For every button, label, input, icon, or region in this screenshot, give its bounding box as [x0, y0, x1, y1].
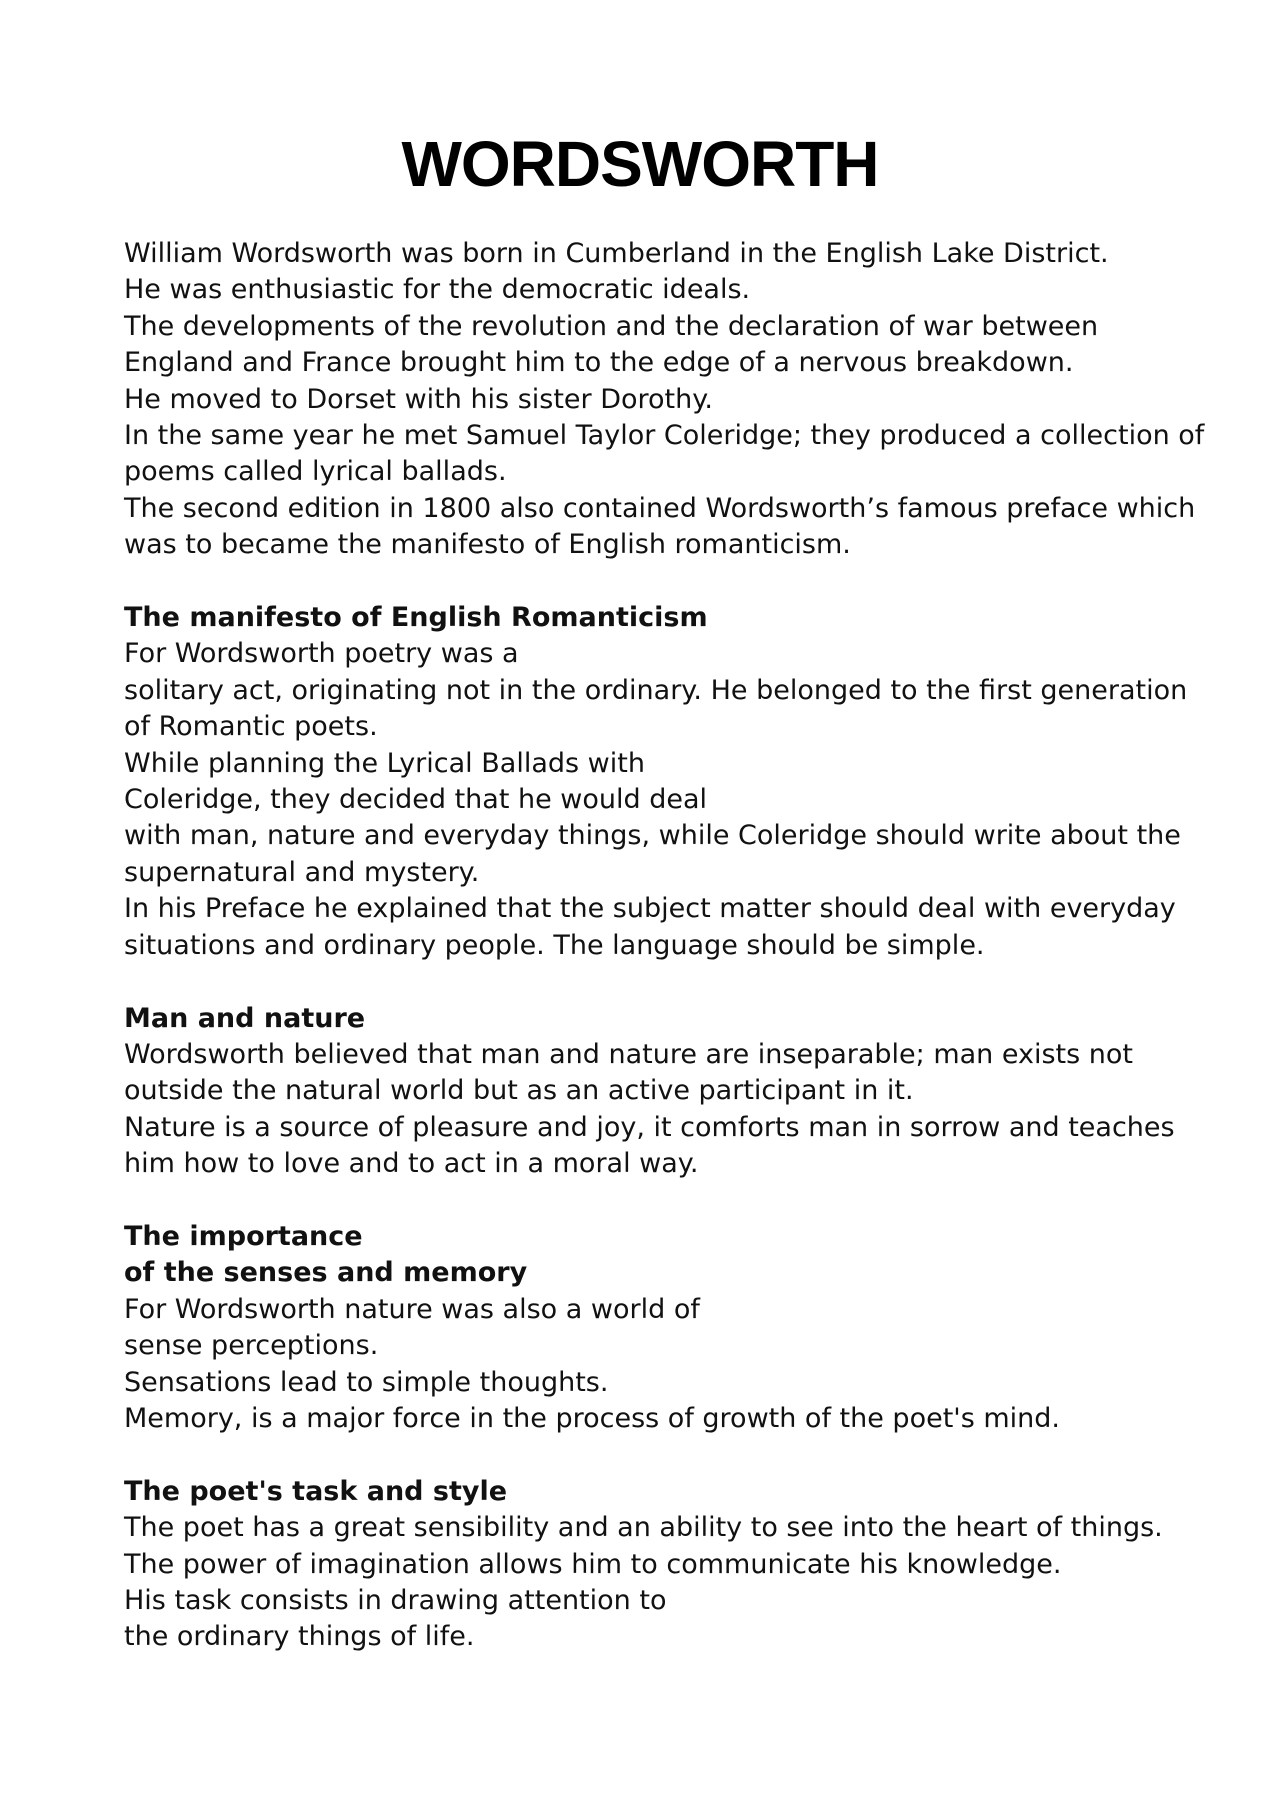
text-line: Memory, is a major force in the process of growth of the poet's mind.	[124, 1402, 1060, 1434]
text-line: For Wordsworth poetry was a	[124, 638, 519, 670]
text-line: of Romantic poets.	[124, 711, 378, 743]
section-heading: The importance	[124, 1220, 363, 1252]
text-line: the ordinary things of life.	[124, 1621, 475, 1653]
section-man-and-nature	[124, 1001, 1204, 1183]
text-line: England and France brought him to the edge of a nervous breakdown.	[124, 347, 1074, 379]
text-line: The power of imagination allows him to communicate his knowledge.	[124, 1548, 1062, 1580]
text-line: Sensations lead to simple thoughts.	[124, 1366, 609, 1398]
text-line: him how to love and to act in a moral way.	[124, 1148, 699, 1180]
section-heading: Man and nature	[124, 1002, 366, 1034]
text-line: outside the natural world but as an active participant in it.	[124, 1075, 914, 1107]
section-heading: The poet's task and style	[124, 1475, 508, 1507]
section-manifesto	[124, 600, 1204, 964]
text-line: His task consists in drawing attention to	[124, 1584, 667, 1616]
text-line: In the same year he met Samuel Taylor Coleridge; they produced a collection of	[124, 420, 1205, 452]
text-line: was to became the manifesto of English romanticism.	[124, 529, 851, 561]
text-line: The developments of the revolution and the declaration of war between	[124, 310, 1099, 342]
section-senses-and-memory	[124, 1219, 1204, 1437]
text-line: While planning the Lyrical Ballads with	[124, 747, 645, 779]
text-line: Coleridge, they decided that he would deal	[124, 784, 708, 816]
text-line: poems called lyrical ballads.	[124, 456, 507, 488]
text-line: with man, nature and everyday things, while Coleridge should write about the	[124, 820, 1181, 852]
text-line: He moved to Dorset with his sister Dorothy.	[124, 383, 713, 415]
text-line: sense perceptions.	[124, 1330, 379, 1362]
text-line: In his Preface he explained that the subject matter should deal with everyday	[124, 893, 1176, 925]
page-title: WORDSWORTH	[401, 128, 879, 200]
text-line: For Wordsworth nature was also a world of	[124, 1293, 700, 1325]
intro-paragraph	[124, 236, 1204, 564]
text-line: supernatural and mystery.	[124, 856, 480, 888]
text-line: Nature is a source of pleasure and joy, it comforts man in sorrow and teaches	[124, 1111, 1175, 1143]
section-poets-task-and-style	[124, 1474, 1204, 1656]
section-heading: of the senses and memory	[124, 1257, 528, 1289]
text-line: The poet has a great sensibility and an ability to see into the heart of things.	[124, 1512, 1163, 1544]
text-line: Wordsworth believed that man and nature are inseparable; man exists not	[124, 1038, 1133, 1070]
text-line: William Wordsworth was born in Cumberland in the English Lake District.	[124, 238, 1109, 269]
text-line: situations and ordinary people. The language should be simple.	[124, 929, 985, 961]
text-line: The second edition in 1800 also contained Wordsworth’s famous preface which	[124, 492, 1196, 524]
text-line: solitary act, originating not in the ordinary. He belonged to the first generation	[124, 674, 1188, 706]
document-body	[124, 236, 1204, 1692]
text-line: He was enthusiastic for the democratic ideals.	[124, 274, 751, 306]
section-heading: The manifesto of English Romanticism	[124, 602, 708, 634]
